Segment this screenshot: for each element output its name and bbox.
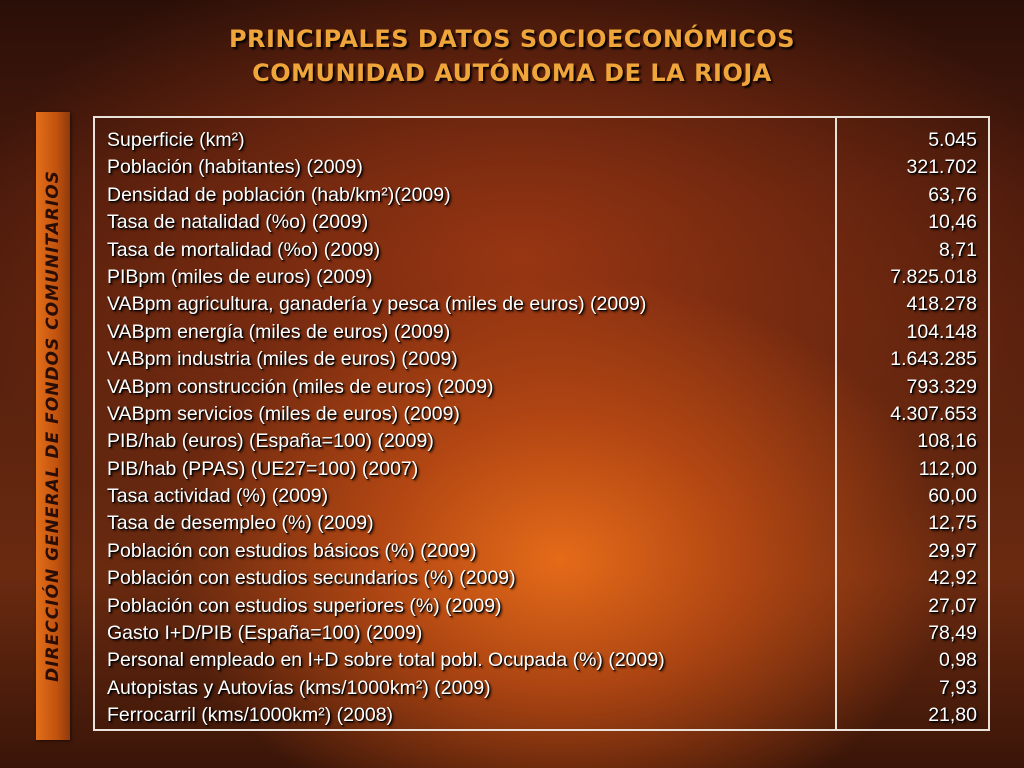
row-value: 60,00 bbox=[928, 485, 977, 508]
title-line-1: PRINCIPALES DATOS SOCIOECONÓMICOS bbox=[228, 25, 796, 53]
row-value: 7,93 bbox=[939, 676, 977, 699]
row-label: Autopistas y Autovías (kms/1000km²) (2009) bbox=[107, 676, 491, 699]
row-label: PIB/hab (euros) (España=100) (2009) bbox=[107, 430, 434, 453]
row-value: 78,49 bbox=[928, 622, 977, 645]
row-label: Población con estudios superiores (%) (2009) bbox=[107, 594, 502, 617]
row-label: Tasa de desempleo (%) (2009) bbox=[107, 512, 374, 535]
row-label: VABpm servicios (miles de euros) (2009) bbox=[107, 402, 460, 425]
row-value: 4.307.653 bbox=[890, 402, 977, 425]
row-value: 793.329 bbox=[906, 375, 977, 398]
row-value: 42,92 bbox=[928, 567, 977, 590]
row-label: VABpm agricultura, ganadería y pesca (miles de euros) (2009) bbox=[107, 293, 647, 316]
row-value: 1.643.285 bbox=[890, 348, 977, 371]
row-value: 12,75 bbox=[928, 512, 977, 535]
row-label: Tasa de mortalidad (%o) (2009) bbox=[107, 238, 381, 261]
side-banner-text: DIRECCIÓN GENERAL DE FONDOS COMUNITARIOS bbox=[43, 170, 64, 682]
row-label: VABpm construcción (miles de euros) (2009) bbox=[107, 375, 494, 398]
row-value: 7.825.018 bbox=[890, 265, 977, 288]
row-value: 29,97 bbox=[928, 539, 977, 562]
row-value: 108,16 bbox=[917, 430, 977, 453]
label-column bbox=[95, 118, 837, 729]
row-label: Población (habitantes) (2009) bbox=[107, 156, 363, 179]
row-label: Personal empleado en I+D sobre total pobl. Ocupada (%) (2009) bbox=[107, 649, 665, 672]
row-label: VABpm energía (miles de euros) (2009) bbox=[107, 320, 451, 343]
row-label: Tasa de natalidad (%o) (2009) bbox=[107, 211, 369, 234]
row-value: 321.702 bbox=[906, 156, 977, 179]
data-table bbox=[93, 116, 990, 731]
row-value: 63,76 bbox=[928, 183, 977, 206]
row-value: 8,71 bbox=[939, 238, 977, 261]
row-value: 27,07 bbox=[928, 594, 977, 617]
row-value: 104.148 bbox=[906, 320, 977, 343]
row-label: Ferrocarril (kms/1000km²) (2008) bbox=[107, 704, 394, 727]
row-value: 418.278 bbox=[906, 293, 977, 316]
row-label: Población con estudios secundarios (%) (2009) bbox=[107, 567, 516, 590]
row-label: VABpm industria (miles de euros) (2009) bbox=[107, 348, 458, 371]
row-value: 5.045 bbox=[928, 129, 977, 151]
page-title bbox=[0, 22, 1024, 90]
row-label: Superficie (km²) bbox=[107, 129, 245, 151]
row-label: Población con estudios básicos (%) (2009) bbox=[107, 539, 477, 562]
row-value: 112,00 bbox=[918, 457, 977, 480]
row-value: 0,98 bbox=[939, 649, 977, 672]
title-line-2: COMUNIDAD AUTÓNOMA DE LA RIOJA bbox=[252, 59, 772, 87]
row-label: PIBpm (miles de euros) (2009) bbox=[107, 265, 373, 288]
row-label: Densidad de población (hab/km²)(2009) bbox=[107, 183, 451, 206]
side-banner-text-wrap bbox=[36, 112, 70, 740]
row-value: 21,80 bbox=[928, 704, 977, 727]
row-label: Gasto I+D/PIB (España=100) (2009) bbox=[107, 622, 423, 645]
row-label: Tasa actividad (%) (2009) bbox=[107, 485, 329, 508]
row-value: 10,46 bbox=[928, 211, 977, 234]
value-column bbox=[837, 118, 988, 729]
row-label: PIB/hab (PPAS) (UE27=100) (2007) bbox=[107, 457, 419, 480]
